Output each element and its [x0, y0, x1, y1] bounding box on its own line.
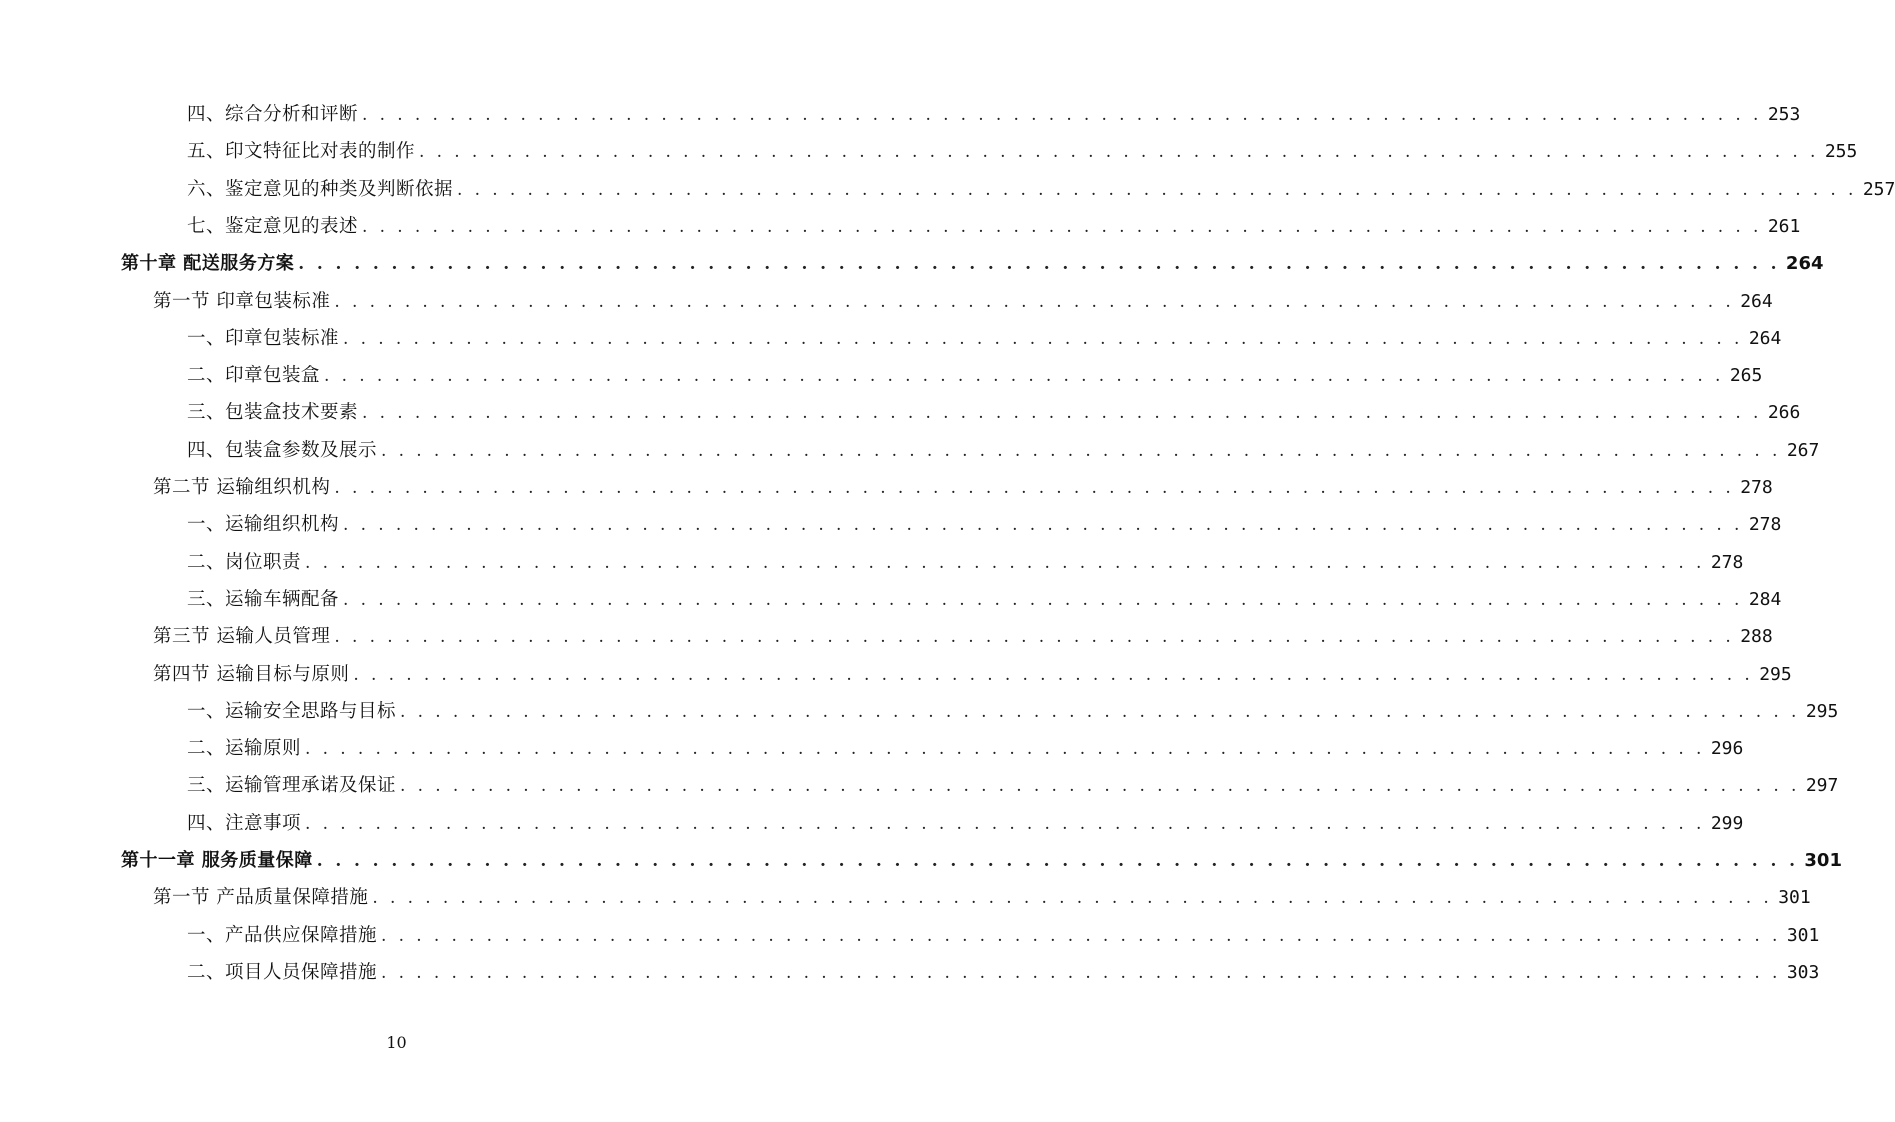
toc-entry-title: 五、印文特征比对表的制作 — [187, 141, 416, 163]
toc-entry-title: 一、产品供应保障措施 — [187, 924, 378, 946]
dot-leader: . . . . . . . . . . . . . . . . . . . . . . . . . . . . . . . . . . . . . . . . . . . . . . . . . . . . . . . . . . . . . . . . . . . . . . . . . . . . . . . . — [400, 776, 1800, 797]
dot-leader: . . . . . . . . . . . . . . . . . . . . . . . . . . . . . . . . . . . . . . . . . . . . . . . . . . . . . . . . . . . . . . . . . . . . . . . . . . . . . . . . — [343, 589, 1743, 610]
toc-item-entry[interactable] — [187, 100, 1801, 130]
dot-leader: . . . . . . . . . . . . . . . . . . . . . . . . . . . . . . . . . . . . . . . . . . . . . . . . . . . . . . . . . . . . . . . . . . . . . . . . . . . . . . . . — [362, 216, 1762, 237]
toc-item-entry[interactable] — [187, 324, 1782, 354]
toc-entry-title: 第三节 运输人员管理 — [153, 626, 331, 648]
toc-section-entry[interactable] — [153, 473, 1773, 503]
toc-item-entry[interactable] — [187, 175, 1895, 205]
toc-item-entry[interactable] — [187, 958, 1820, 988]
toc-entry-page: 295 — [1805, 700, 1839, 722]
toc-item-entry[interactable] — [187, 137, 1858, 167]
dot-leader: . . . . . . . . . . . . . . . . . . . . . . . . . . . . . . . . . . . . . . . . . . . . . . . . . . . . . . . . . . . . . . . . . . . . . . . . . . . . . . . . — [362, 105, 1762, 125]
toc-entry-title: 四、注意事项 — [187, 812, 302, 834]
toc-entry-title: 一、印章包装标准 — [187, 327, 340, 349]
toc-entry-page: 295 — [1759, 663, 1792, 685]
toc-entry-page: 301 — [1786, 924, 1820, 946]
toc-entry-page: 301 — [1778, 887, 1811, 909]
toc-entry-page: 264 — [1785, 253, 1824, 275]
toc-entry-page: 288 — [1740, 626, 1773, 648]
toc-entry-title: 一、运输安全思路与目标 — [187, 700, 397, 722]
dot-leader: . . . . . . . . . . . . . . . . . . . . . . . . . . . . . . . . . . . . . . . . . . . . . . . . . . . . . . . . . . . . . . . . . . . . . . . . . . . . . . . . — [362, 403, 1762, 424]
dot-leader: . . . . . . . . . . . . . . . . . . . . . . . . . . . . . . . . . . . . . . . . . . . . . . . . . . . . . . . . . . . . . . . . . . . . . . . . . . . . . . . . — [298, 254, 1780, 275]
toc-entry-page: 264 — [1740, 290, 1773, 312]
toc-entry-title: 第十章 配送服务方案 — [121, 253, 295, 275]
toc-item-entry[interactable] — [187, 809, 1744, 839]
toc-item-entry[interactable] — [187, 548, 1744, 578]
toc-entry-title: 第十一章 服务质量保障 — [121, 850, 313, 871]
toc-entry-page: 257 — [1862, 178, 1895, 200]
toc-entry-page: 303 — [1786, 961, 1820, 983]
toc-item-entry[interactable] — [187, 212, 1801, 242]
toc-chapter-entry[interactable] — [121, 846, 1842, 876]
toc-section-entry[interactable] — [153, 287, 1773, 317]
toc-entry-page: 284 — [1748, 588, 1782, 610]
toc-entry-title: 七、鉴定意见的表述 — [187, 215, 359, 237]
toc-entry-page: 265 — [1729, 365, 1763, 387]
toc-entry-page: 267 — [1786, 439, 1820, 461]
dot-leader: . . . . . . . . . . . . . . . . . . . . . . . . . . . . . . . . . . . . . . . . . . . . . . . . . . . . . . . . . . . . . . . . . . . . . . . . . . . . . . . . — [305, 552, 1705, 573]
dot-leader: . . . . . . . . . . . . . . . . . . . . . . . . . . . . . . . . . . . . . . . . . . . . . . . . . . . . . . . . . . . . . . . . . . . . . . . . . . . . . . . . — [457, 179, 1857, 200]
toc-entry-title: 第四节 运输目标与原则 — [153, 663, 350, 685]
dot-leader: . . . . . . . . . . . . . . . . . . . . . . . . . . . . . . . . . . . . . . . . . . . . . . . . . . . . . . . . . . . . . . . . . . . . . . . . . . . . . . . . — [372, 888, 1773, 909]
toc-entry-title: 四、包装盒参数及展示 — [187, 439, 378, 461]
toc-entry-title: 第二节 运输组织机构 — [153, 477, 331, 498]
toc-entry-title: 二、印章包装盒 — [187, 365, 321, 387]
toc-entry-page: 261 — [1767, 215, 1801, 237]
toc-entry-page: 255 — [1824, 141, 1858, 163]
dot-leader: . . . . . . . . . . . . . . . . . . . . . . . . . . . . . . . . . . . . . . . . . . . . . . . . . . . . . . . . . . . . . . . . . . . . . . . . . . . . . . . . — [305, 739, 1705, 760]
dot-leader: . . . . . . . . . . . . . . . . . . . . . . . . . . . . . . . . . . . . . . . . . . . . . . . . . . . . . . . . . . . . . . . . . . . . . . . . . . . . . . . . — [381, 440, 1781, 461]
toc-section-entry[interactable] — [153, 622, 1773, 652]
dot-leader: . . . . . . . . . . . . . . . . . . . . . . . . . . . . . . . . . . . . . . . . . . . . . . . . . . . . . . . . . . . . . . . . . . . . . . . . . . . . . . . . — [334, 291, 1735, 312]
toc-entry-page: 278 — [1710, 551, 1744, 573]
page-number: 10 — [386, 1033, 407, 1052]
toc-entry-page: 296 — [1710, 738, 1744, 760]
dot-leader: . . . . . . . . . . . . . . . . . . . . . . . . . . . . . . . . . . . . . . . . . . . . . . . . . . . . . . . . . . . . . . . . . . . . . . . . . . . . . . . . — [316, 851, 1799, 871]
toc-entry-title: 一、运输组织机构 — [187, 514, 340, 536]
toc-entry-title: 二、运输原则 — [187, 738, 302, 760]
toc-item-entry[interactable] — [187, 510, 1782, 540]
toc-entry-title: 六、鉴定意见的种类及判断依据 — [187, 178, 454, 200]
toc-section-entry[interactable] — [153, 660, 1792, 690]
dot-leader: . . . . . . . . . . . . . . . . . . . . . . . . . . . . . . . . . . . . . . . . . . . . . . . . . . . . . . . . . . . . . . . . . . . . . . . . . . . . . . . . — [343, 328, 1743, 349]
toc-section-entry[interactable] — [153, 883, 1811, 913]
toc-item-entry[interactable] — [187, 697, 1839, 727]
toc-entry-page: 253 — [1767, 104, 1801, 125]
toc-entry-title: 三、运输管理承诺及保证 — [187, 775, 397, 797]
dot-leader: . . . . . . . . . . . . . . . . . . . . . . . . . . . . . . . . . . . . . . . . . . . . . . . . . . . . . . . . . . . . . . . . . . . . . . . . . . . . . . . . — [400, 701, 1800, 722]
toc-item-entry[interactable] — [187, 436, 1820, 466]
dot-leader: . . . . . . . . . . . . . . . . . . . . . . . . . . . . . . . . . . . . . . . . . . . . . . . . . . . . . . . . . . . . . . . . . . . . . . . . . . . . . . . . — [305, 813, 1705, 834]
toc-entry-title: 四、综合分析和评断 — [187, 104, 359, 125]
toc-item-entry[interactable] — [187, 361, 1763, 391]
toc-item-entry[interactable] — [187, 921, 1820, 951]
toc-entry-page: 301 — [1804, 850, 1842, 871]
toc-entry-title: 二、岗位职责 — [187, 551, 302, 573]
dot-leader: . . . . . . . . . . . . . . . . . . . . . . . . . . . . . . . . . . . . . . . . . . . . . . . . . . . . . . . . . . . . . . . . . . . . . . . . . . . . . . . . — [334, 627, 1735, 648]
toc-entry-page: 278 — [1740, 477, 1773, 498]
toc-entry-page: 278 — [1748, 514, 1782, 536]
dot-leader: . . . . . . . . . . . . . . . . . . . . . . . . . . . . . . . . . . . . . . . . . . . . . . . . . . . . . . . . . . . . . . . . . . . . . . . . . . . . . . . . — [353, 664, 1754, 685]
dot-leader: . . . . . . . . . . . . . . . . . . . . . . . . . . . . . . . . . . . . . . . . . . . . . . . . . . . . . . . . . . . . . . . . . . . . . . . . . . . . . . . . — [324, 366, 1724, 387]
toc-entry-title: 三、包装盒技术要素 — [187, 402, 359, 424]
dot-leader: . . . . . . . . . . . . . . . . . . . . . . . . . . . . . . . . . . . . . . . . . . . . . . . . . . . . . . . . . . . . . . . . . . . . . . . . . . . . . . . . — [334, 478, 1735, 498]
toc-item-entry[interactable] — [187, 771, 1839, 801]
toc-entry-title: 三、运输车辆配备 — [187, 588, 340, 610]
dot-leader: . . . . . . . . . . . . . . . . . . . . . . . . . . . . . . . . . . . . . . . . . . . . . . . . . . . . . . . . . . . . . . . . . . . . . . . . . . . . . . . . — [343, 515, 1743, 536]
toc-entry-title: 二、项目人员保障措施 — [187, 961, 378, 983]
dot-leader: . . . . . . . . . . . . . . . . . . . . . . . . . . . . . . . . . . . . . . . . . . . . . . . . . . . . . . . . . . . . . . . . . . . . . . . . . . . . . . . . — [381, 925, 1781, 946]
toc-entry-title: 第一节 产品质量保障措施 — [153, 887, 369, 909]
toc-chapter-entry[interactable] — [121, 249, 1824, 279]
dot-leader: . . . . . . . . . . . . . . . . . . . . . . . . . . . . . . . . . . . . . . . . . . . . . . . . . . . . . . . . . . . . . . . . . . . . . . . . . . . . . . . . — [419, 142, 1819, 163]
toc-item-entry[interactable] — [187, 734, 1744, 764]
toc-item-entry[interactable] — [187, 585, 1782, 615]
toc-entry-page: 264 — [1748, 327, 1782, 349]
toc-entry-page: 297 — [1805, 775, 1839, 797]
toc-entry-page: 266 — [1767, 402, 1801, 424]
toc-entry-title: 第一节 印章包装标准 — [153, 290, 331, 312]
toc-item-entry[interactable] — [187, 398, 1801, 428]
toc-entry-page: 299 — [1710, 812, 1744, 834]
dot-leader: . . . . . . . . . . . . . . . . . . . . . . . . . . . . . . . . . . . . . . . . . . . . . . . . . . . . . . . . . . . . . . . . . . . . . . . . . . . . . . . . — [381, 962, 1781, 983]
